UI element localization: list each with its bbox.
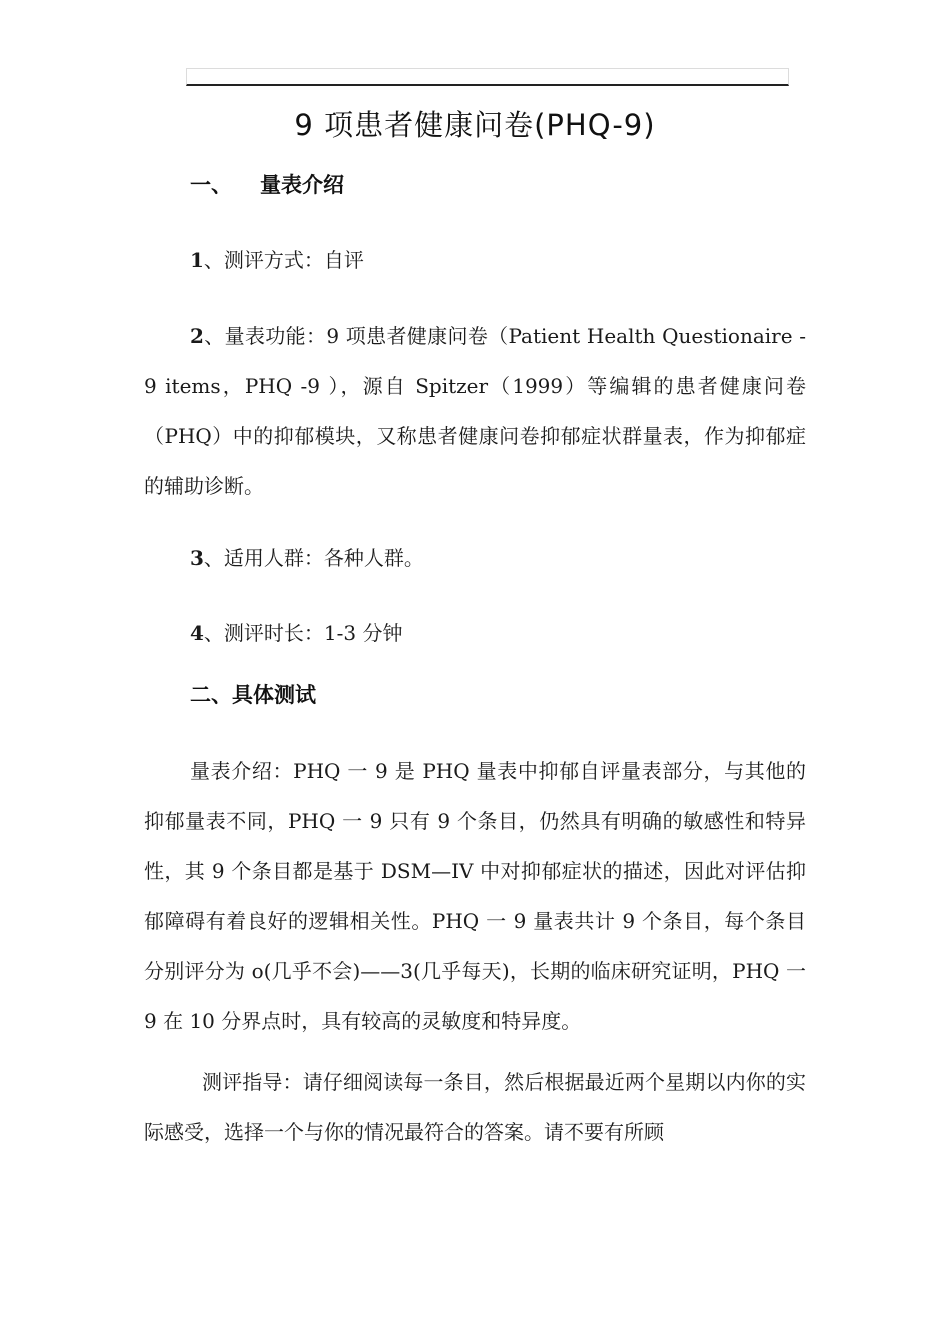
section-number: 二、 (190, 683, 232, 707)
item-text: 测评方式：自评 (223, 248, 364, 272)
item-separator: 、 (203, 324, 225, 348)
scale-intro-paragraph: 量表介绍：PHQ 一 9 是 PHQ 量表中抑郁自评量表部分，与其他的抑郁量表不同，PHQ 一 9 只有 9 个条目，仍然具有明确的敏感性和特异性，其 9 个条目都是基于 DSM—IV 中对抑郁症状的描述，因此对评估抑郁障碍有着良好的逻辑相关性。PHQ 一 9 量表共计 9 个条目，每个条目分别评分为 o(几乎不会)——3(几乎每天)，长期的临床研究证明，PHQ 一 9 在 10 分界点时，具有较高的灵敏度和特异度。 (144, 759, 806, 1033)
item-separator: 、 (203, 546, 224, 570)
document-title: 9 项患者健康问卷(PHQ-9) (294, 108, 656, 142)
item-index: 3 (190, 546, 204, 570)
section-heading-intro (190, 165, 344, 205)
test-guide-paragraph: 测评指导：请仔细阅读每一条目，然后根据最近两个星期以内你的实际感受，选择一个与你的情况最符合的答案。请不要有所顾 (144, 1070, 806, 1144)
section-heading-test (190, 675, 316, 715)
item-text: 量表功能：9 项患者健康问卷（Patient Health Questionaire - 9 items，PHQ -9 ），源自 Spitzer（1999）等编辑的患者健康问卷（PHQ）中的抑郁模块，又称患者健康问卷抑郁症状群量表，作为抑郁症的辅助诊断。 (144, 324, 806, 498)
item-index: 1 (190, 248, 204, 272)
item-index: 4 (190, 621, 204, 645)
page-header-rule (186, 68, 789, 86)
item-separator: 、 (203, 248, 224, 272)
section-title: 具体测试 (232, 683, 316, 707)
list-item-method (190, 240, 364, 280)
list-item-population (190, 538, 424, 578)
item-text: 适用人群：各种人群。 (223, 546, 424, 570)
list-item-duration (190, 613, 403, 653)
item-separator: 、 (203, 621, 224, 645)
section-number: 一、 (190, 173, 232, 197)
section-title: 量表介绍 (260, 173, 344, 197)
list-item-function (144, 311, 806, 511)
item-index: 2 (190, 324, 204, 348)
item-text: 测评时长：1-3 分钟 (223, 621, 403, 645)
